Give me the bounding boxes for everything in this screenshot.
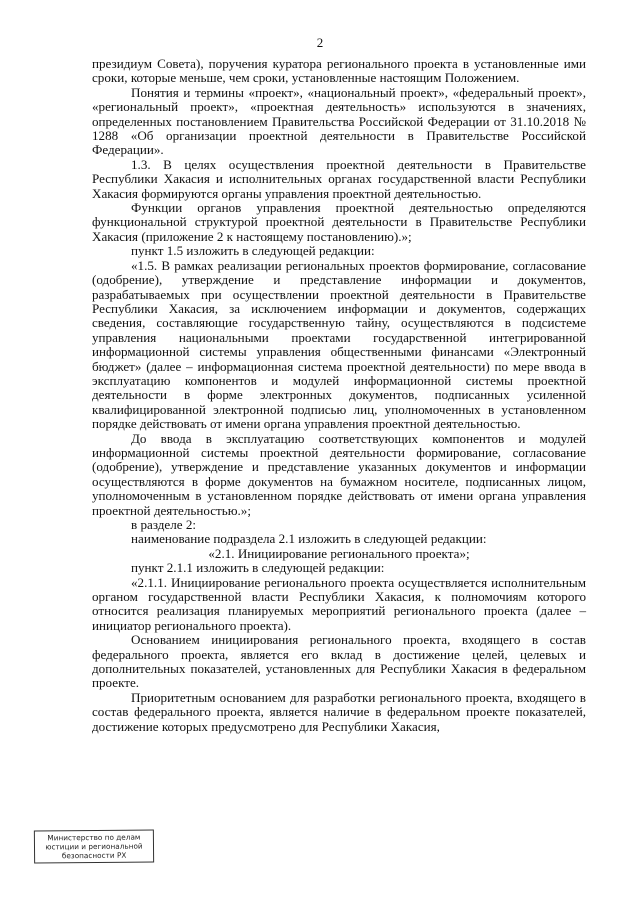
registration-stamp <box>34 829 154 863</box>
paragraph: Основанием инициирования регионального проекта, входящего в состав федерального проекта, является его вклад в достижение целей, целевых и дополнительных показателей, установленных для Республики Хакасия в федеральном проекте. <box>92 632 586 691</box>
paragraph: Понятия и термины «проект», «национальный проект», «федеральный проект», «региональный проект», «проектная деятельность» используются в значениях, определенных постановлением Правительства Российской Федерации от 31.10.2018 № 1288 «Об организации проектной деятельности в Правительстве Российской Федерации». <box>92 84 586 158</box>
paragraph: пункт 1.5 изложить в следующей редакции: <box>131 243 375 259</box>
paragraph: «2.1. Инициирование регионального проекта»; <box>208 545 470 561</box>
paragraph: «1.5. В рамках реализации региональных проектов формирование, согласование (одобрение), утверждение и представление информации и документов, разрабатываемых при осуществлении проектной деятельности в Правительстве Республики Хакасия, за исключением информации и документов, содержащих сведения, составляющие государственную тайну, осуществляются в подсистеме управления национальными проектами государственной интегрированной информационной системы управления общественными финансами «Электронный бюджет» (далее – информационная система проектной деятельности) по мере ввода в эксплуатацию компонентов и модулей информационной системы проектной деятельности в форме электронных документов, подписанных усиленной квалифицированной электронной подписью лиц, уполномоченных в установленном порядке действовать от имени органа управления проектной деятельностью. <box>92 257 586 432</box>
stamp-line: Министерство по делам <box>47 832 141 843</box>
page-number: 2 <box>316 35 324 50</box>
stamp-line: безопасности РХ <box>61 850 127 861</box>
paragraph: наименование подраздела 2.1 изложить в следующей редакции: <box>131 531 487 547</box>
paragraph: 1.3. В целях осуществления проектной деятельности в Правительстве Республики Хакасия и исполнительных органах государственной власти Республики Хакасия формируются органы управления проектной деятельностью. <box>92 156 586 201</box>
paragraph: Приоритетным основанием для разработки регионального проекта, входящего в состав федерального проекта, является наличие в федеральном проекте показателей, достижение которых предусмотрено для Республики Хакасия, <box>92 689 586 734</box>
document-body <box>92 57 586 734</box>
paragraph: пункт 2.1.1 изложить в следующей редакции: <box>131 560 385 576</box>
paragraph: До ввода в эксплуатацию соответствующих компонентов и модулей информационной системы проектной деятельности формирование, согласование (одобрение), утверждение и представление указанных документов и информации осуществляются в форме документов на бумажном носителе, подписанных лицом, уполномоченным в установленном порядке действовать от имени органа управления проектной деятельностью.»; <box>92 430 586 518</box>
paragraph: в разделе 2: <box>131 517 197 532</box>
paragraph: Функции органов управления проектной деятельностью определяются функциональной структурой проектной деятельности в Правительстве Республики Хакасия (приложение 2 к настоящему постановлению).»; <box>92 200 586 244</box>
paragraph: президиум Совета), поручения куратора регионального проекта в установленные ими сроки, которые меньше, чем сроки, установленные настоящим Положением. <box>92 56 586 86</box>
paragraph: «2.1.1. Инициирование регионального проекта осуществляется исполнительным органом государственной власти Республики Хакасия, к полномочиям которого относится реализация планируемых мероприятий регионального проекта (далее – инициатор регионального проекта). <box>92 574 586 633</box>
stamp-line: юстиции и региональной <box>45 841 143 852</box>
